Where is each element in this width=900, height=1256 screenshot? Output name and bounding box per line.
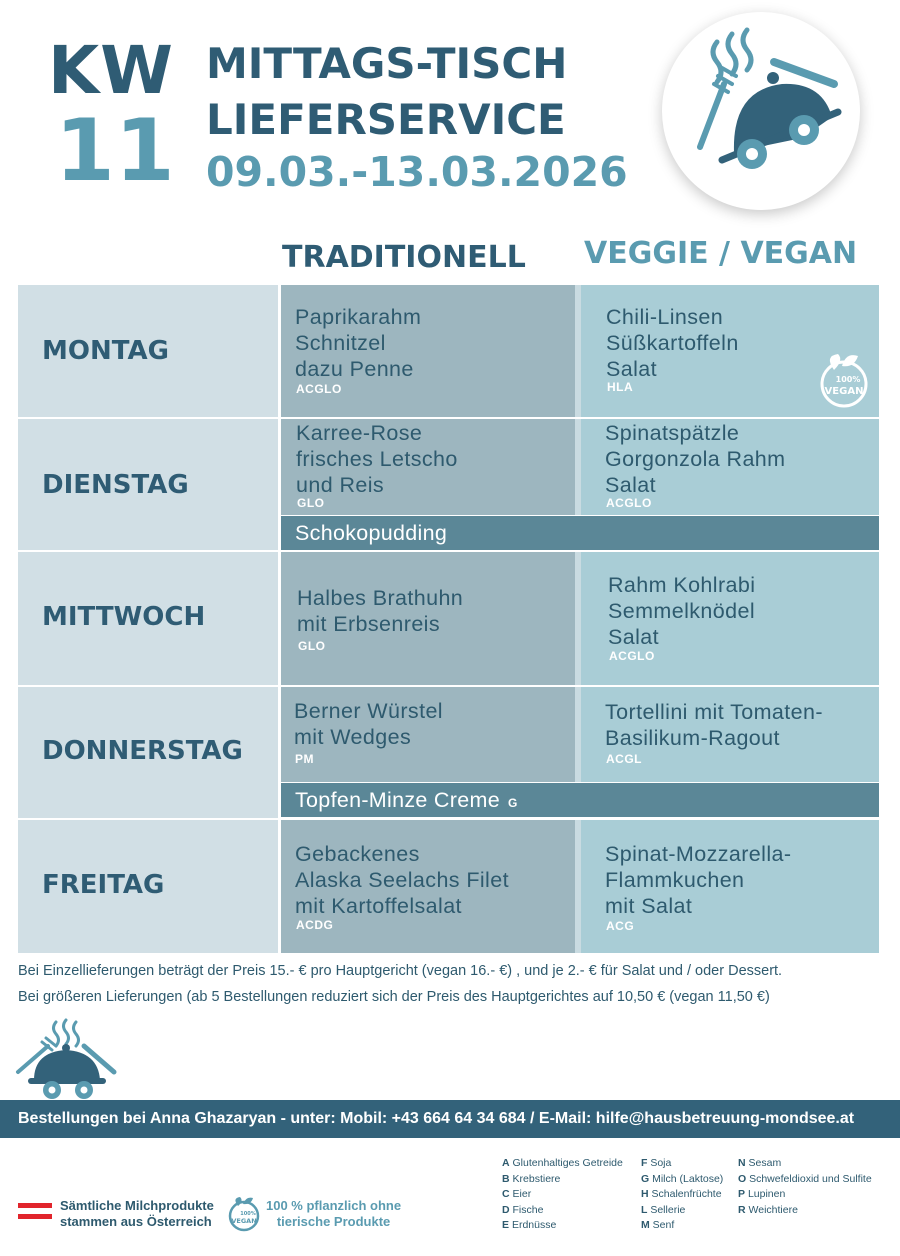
legend-item: D Fische (502, 1203, 544, 1216)
allergen-codes: ACGLO (296, 382, 342, 396)
order-contact-text: Bestellungen bei Anna Ghazaryan - unter: Mobil: +43 664 64 34 684 / E-Mail: hilfe@hausbetreuung-mondsee.at (18, 1110, 855, 1127)
allergen-codes: GLO (297, 496, 325, 510)
day-name: DONNERSTAG (42, 736, 243, 766)
kw-number: 11 (55, 101, 175, 201)
pricing-line-2: Bei größeren Lieferungen (ab 5 Bestellungen reduziert sich der Preis des Hauptgerichtes auf 10,50 € (vegan 11,50 €) (18, 989, 770, 1005)
delivery-cloche-icon (662, 12, 860, 210)
legend-item: G Milch (Laktose) (641, 1172, 724, 1185)
dish-text: Chili-Linsen Süßkartoffeln Salat (606, 305, 739, 381)
delivery-logo (662, 12, 860, 210)
title-line-1: MITTAGS-TISCH (206, 39, 568, 88)
legend-item: O Schwefeldioxid und Sulfite (738, 1172, 872, 1185)
plant-based-note: 100 % pflanzlich ohne tierische Produkte (266, 1198, 402, 1229)
svg-text:100%: 100% (835, 375, 861, 384)
legend-item: E Erdnüsse (502, 1219, 557, 1231)
austria-flag-stripe (18, 1203, 52, 1208)
dish-text: Paprikarahm Schnitzel dazu Penne (295, 305, 422, 381)
allergen-legend-column (738, 1156, 872, 1218)
allergen-codes: ACDG (296, 918, 334, 932)
allergen-codes: ACG (606, 919, 635, 933)
dish-text: Gebackenes Alaska Seelachs Filet mit Kartoffelsalat (295, 842, 509, 918)
legend-item: M Senf (641, 1219, 675, 1231)
vegan-badge-icon (818, 352, 870, 408)
dish-text: Karree-Rose frisches Letscho und Reis (296, 421, 458, 497)
legend-item: F Soja (641, 1157, 672, 1169)
dessert-bar (281, 783, 879, 817)
column-header-traditional: TRADITIONELL (282, 240, 526, 275)
svg-text:100%: 100% (240, 1211, 256, 1217)
dessert-bar (281, 516, 879, 550)
dessert-name: Schokopudding (295, 521, 448, 545)
vegan-badge-icon (226, 1196, 262, 1232)
legend-item: N Sesam (738, 1157, 782, 1169)
allergen-codes: ACGL (606, 752, 642, 766)
svg-text:VEGAN: VEGAN (824, 386, 864, 397)
legend-item: B Krebstiere (502, 1172, 561, 1185)
dish-text: Spinat-Mozzarella- Flammkuchen mit Salat (605, 842, 792, 918)
legend-item: H Schalenfrüchte (641, 1188, 722, 1200)
dessert-text (281, 783, 879, 820)
delivery-cloche-icon (14, 1016, 118, 1102)
allergen-codes: PM (295, 752, 314, 766)
pricing-line-1: Bei Einzellieferungen beträgt der Preis 15.- € pro Hauptgericht (vegan 16.- €) , und je 2.- € für Salat und / oder Dessert. (18, 963, 783, 979)
dessert-name: Topfen-Minze Creme (295, 788, 500, 812)
legend-item: P Lupinen (738, 1188, 786, 1200)
kw-label: KW (48, 32, 174, 109)
title-line-2: LIEFERSERVICE (206, 95, 566, 144)
milk-note: Sämtliche Milchprodukte stammen aus Österreich (60, 1198, 214, 1229)
allergen-codes: ACGLO (609, 649, 655, 663)
day-name: MITTWOCH (42, 602, 206, 632)
allergen-codes: G (507, 796, 518, 810)
allergen-codes: GLO (298, 639, 326, 653)
date-range: 09.03.-13.03.2026 (206, 148, 628, 196)
allergen-legend-column (641, 1156, 723, 1234)
dish-text: Halbes Brathuhn mit Erbsenreis (297, 586, 464, 636)
austria-flag-stripe (18, 1214, 52, 1219)
dish-text: Spinatspätzle Gorgonzola Rahm Salat (605, 421, 786, 497)
day-name: MONTAG (42, 336, 169, 366)
dish-text: Berner Würstel mit Wedges (294, 699, 443, 749)
legend-item: L Sellerie (641, 1203, 686, 1216)
svg-text:VEGAN: VEGAN (231, 1217, 257, 1225)
legend-item: R Weichtiere (738, 1203, 798, 1216)
dish-text: Tortellini mit Tomaten- Basilikum-Ragout (605, 700, 823, 750)
allergen-codes: HLA (607, 380, 634, 394)
dessert-text (281, 516, 879, 553)
column-header-veggie: VEGGIE / VEGAN (584, 236, 858, 271)
allergen-legend-column (502, 1156, 623, 1234)
austria-flag-stripe (18, 1209, 52, 1213)
legend-item: A Glutenhaltiges Getreide (502, 1157, 623, 1169)
day-name: FREITAG (42, 870, 165, 900)
day-name: DIENSTAG (42, 470, 189, 500)
dish-text: Rahm Kohlrabi Semmelknödel Salat (608, 573, 756, 649)
allergen-codes: ACGLO (606, 496, 652, 510)
legend-item: C Eier (502, 1188, 532, 1200)
